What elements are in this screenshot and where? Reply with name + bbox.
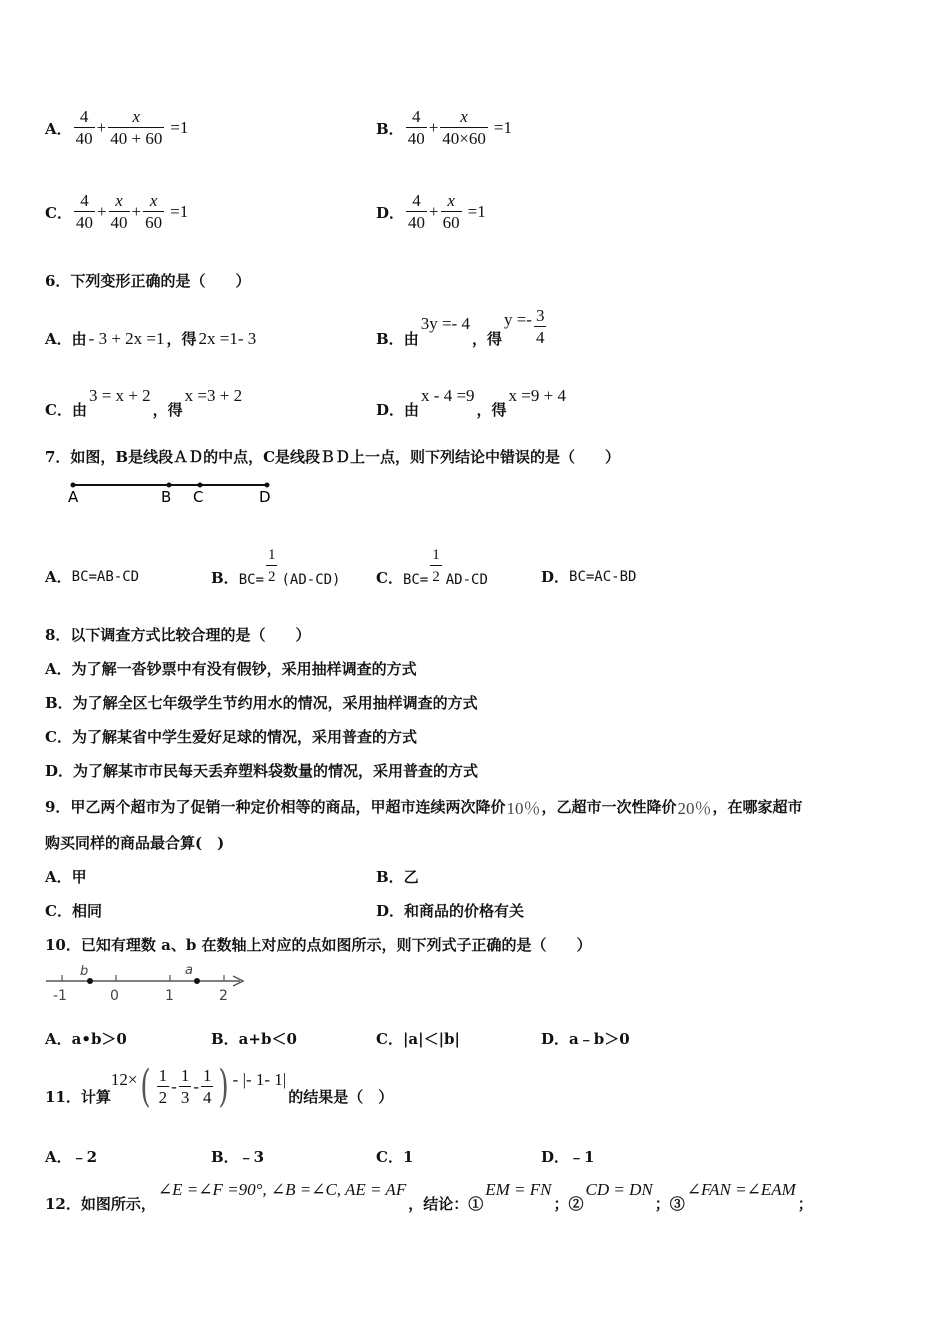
q11-option-b[interactable]: B．﹣3 xyxy=(211,1148,265,1166)
q7-option-b[interactable]: B． BC= $\frac{1}{2}$ (AD-CD) xyxy=(211,547,341,588)
q7-stem: 7．如图，B是线段ＡＤ的中点，C是线段ＢＤ上一点，则下列结论中错误的是（ ） xyxy=(45,448,621,466)
point-label-b: b xyxy=(80,964,89,979)
point-label-c: C xyxy=(193,488,204,506)
fraction: $\frac{1}{2}$ xyxy=(266,545,278,588)
fraction: $\frac{x}{40\times 60}$ xyxy=(442,106,486,148)
point-label-a: A xyxy=(68,488,79,506)
fraction: $\frac{1}{2}$ xyxy=(158,1065,168,1107)
q10-option-a[interactable]: A．a•b＞0 xyxy=(45,1030,127,1048)
fraction: $\frac{4}{40}$ xyxy=(75,106,93,148)
q11-option-d[interactable]: D．﹣1 xyxy=(541,1148,595,1166)
right-paren: ) xyxy=(218,1061,230,1112)
number-line xyxy=(40,960,255,1006)
fraction: $\frac{4}{40}$ xyxy=(407,106,425,148)
q11-option-a[interactable]: A．﹣2 xyxy=(45,1148,98,1166)
tick-label: 0 xyxy=(110,988,119,1004)
q8-option-c[interactable]: C．为了解某省中学生爱好足球的情况，采用普查的方式 xyxy=(45,728,417,746)
point-label-b: B xyxy=(161,488,172,506)
q6-option-d[interactable]: D． 由 x - 4 =9 ，得 x =9 + 4 xyxy=(376,386,566,419)
q12-stem: 12．如图所示， ∠E =∠F =90°, ∠B =∠C, AE = AF ，结论：① EM = FN ；② CD = DN ；③ ∠FAN =∠EAM ； xyxy=(45,1180,813,1213)
q9-option-a[interactable]: A．甲 xyxy=(45,868,87,886)
q11-stem: 11．计算 12× ( $\frac{1}{2}$ - $\frac{1}{3}$ - $\frac{1}{4}$ ) - |- 1- 1| 的结果是（ ） xyxy=(45,1061,394,1112)
q9-option-d[interactable]: D．和商品的价格有关 xyxy=(376,902,525,920)
q9-option-b[interactable]: B．乙 xyxy=(376,868,419,886)
q5-option-b[interactable]: B． $\frac{4}{40}$ + $\frac{x}{40\times 60}$ =1 xyxy=(376,106,512,148)
q9-stem-line2: 购买同样的商品最合算( ) xyxy=(45,834,225,852)
tick-label: -1 xyxy=(53,988,67,1004)
q7-option-c[interactable]: C． BC= $\frac{1}{2}$ AD-CD xyxy=(376,547,488,588)
q8-option-a[interactable]: A．为了解一沓钞票中有没有假钞，采用抽样调查的方式 xyxy=(45,660,417,678)
q11-option-c[interactable]: C．1 xyxy=(376,1148,414,1166)
tick-label: 1 xyxy=(165,988,174,1004)
q10-option-b[interactable]: B．a+b＜0 xyxy=(211,1030,297,1048)
fraction: $\frac{x}{40}$ xyxy=(110,190,128,232)
q7-option-a[interactable]: A． BC=AB-CD xyxy=(45,568,140,586)
q6-stem: 6．下列变形正确的是（ ） xyxy=(45,272,251,290)
left-paren: ( xyxy=(140,1061,152,1112)
fraction: $\frac{4}{40}$ xyxy=(75,190,93,232)
q9-stem-line1: 9．甲乙两个超市为了促销一种定价相等的商品，甲超市连续两次降价 10％ ，乙超市一次性降价 20％ ，在哪家超市 xyxy=(45,798,803,818)
q5-option-c[interactable]: C． $\frac{4}{40}$ + $\frac{x}{40}$ + $\frac{x}{60}$ =1 xyxy=(45,190,189,232)
point-label-d: D xyxy=(259,488,271,506)
tick-label: 2 xyxy=(219,988,228,1004)
fraction: $\frac{1}{3}$ xyxy=(180,1065,190,1107)
q10-option-c[interactable]: C．|a|＜|b| xyxy=(376,1030,460,1048)
point-a-dot xyxy=(194,978,200,984)
point-d-dot xyxy=(265,483,270,488)
point-c-dot xyxy=(198,483,203,488)
q6-option-a[interactable]: A． 由 - 3 + 2x =1 ，得 2x =1- 3 xyxy=(45,328,257,348)
fraction: $\frac{1}{2}$ xyxy=(430,545,442,588)
fraction: $\frac{4}{40}$ xyxy=(408,190,426,232)
fraction: $\frac{x}{60}$ xyxy=(442,190,460,232)
q5-option-a[interactable]: A． $\frac{4}{40}$ + $\frac{x}{40 + 60}$ =1 xyxy=(45,106,189,148)
fraction: $\frac{3}{4}$ xyxy=(535,305,545,347)
segment-figure xyxy=(55,476,285,510)
point-b-dot xyxy=(167,483,172,488)
q9-option-c[interactable]: C．相同 xyxy=(45,902,102,920)
q10-stem: 10．已知有理数 a、b 在数轴上对应的点如图所示，则下列式子正确的是（ ） xyxy=(45,936,592,954)
point-label-a: a xyxy=(185,963,193,978)
q6-option-c[interactable]: C． 由 3 = x + 2 ，得 x =3 + 2 xyxy=(45,386,243,419)
q8-option-d[interactable]: D．为了解某市市民每天丢弃塑料袋数量的情况，采用普查的方式 xyxy=(45,762,479,780)
q7-option-d[interactable]: D． BC=AC-BD xyxy=(541,568,637,586)
q10-option-d[interactable]: D．a﹣b＞0 xyxy=(541,1030,630,1048)
point-a-dot xyxy=(71,483,76,488)
fraction: $\frac{x}{60}$ xyxy=(145,190,163,232)
q6-option-b[interactable]: B． 由 3y =- 4 ，得 y =- $\frac{3}{4}$ xyxy=(376,305,545,348)
q8-stem: 8．以下调查方式比较合理的是（ ） xyxy=(45,626,311,644)
fraction: $\frac{1}{4}$ xyxy=(202,1065,212,1107)
q5-option-d[interactable]: D． $\frac{4}{40}$ + $\frac{x}{60}$ =1 xyxy=(376,190,486,232)
q8-option-b[interactable]: B．为了解全区七年级学生节约用水的情况，采用抽样调查的方式 xyxy=(45,694,478,712)
fraction: $\frac{x}{40 + 60}$ xyxy=(110,106,163,148)
